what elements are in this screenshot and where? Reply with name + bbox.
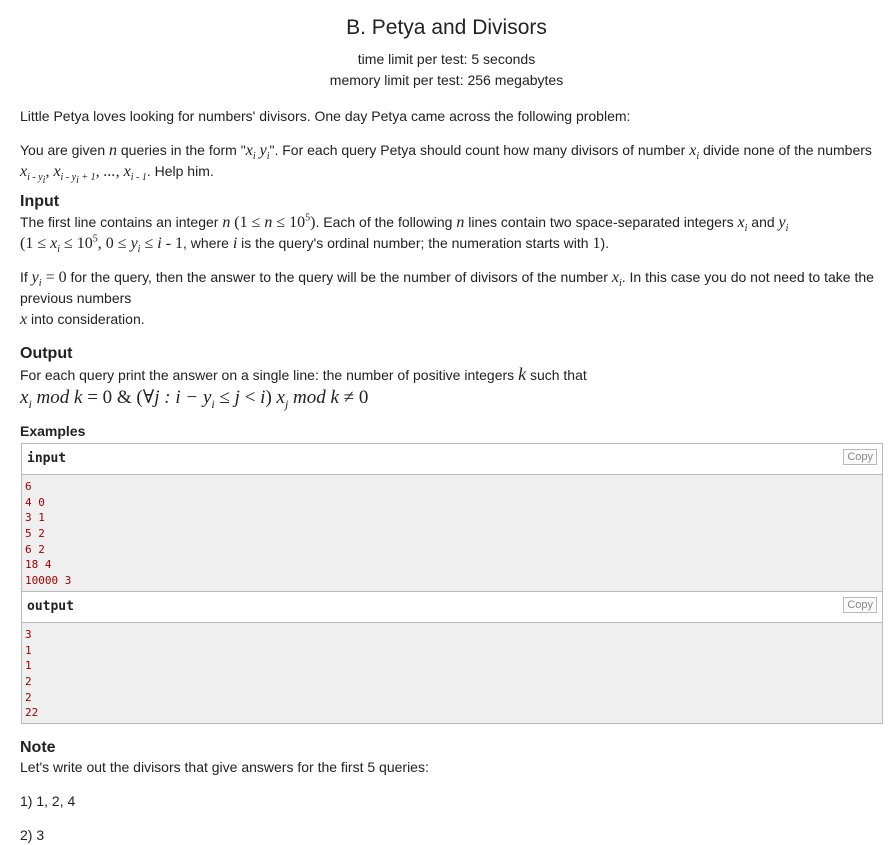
output-section-title: Output <box>20 345 73 362</box>
input-line: 18 4 <box>25 558 52 572</box>
sample-output-box <box>21 592 883 724</box>
problem-title: B. Petya and Divisors <box>346 16 547 39</box>
note-title: Note <box>20 738 56 756</box>
memory-limit: memory limit per test: 256 megabytes <box>329 72 564 88</box>
input-line: 5 2 <box>25 527 45 541</box>
copy-input-button[interactable]: Copy <box>843 449 877 465</box>
input-line: 3 1 <box>25 511 45 525</box>
statement-paragraph: You are given n queries in the form "$x_i$ $y_i$". For each query Petya should count how many divisors of number $x_i$ divide none of the numbers $x_{i - y_i}$, $x_{i - y_i + 1}$, ..., $x_{i - 1}$. Help him. <box>20 142 872 187</box>
sample-output-header <box>22 592 882 623</box>
output-line: 3 <box>25 627 32 641</box>
note-item: 1) 1, 2, 4 <box>20 792 76 809</box>
output-line: 22 <box>25 706 39 720</box>
statement-intro: Little Petya loves looking for numbers' divisors. One day Petya came across the following problem: <box>20 108 631 124</box>
note-item: 2) 3 <box>20 826 45 843</box>
input-description: The first line contains an integer n $(1 \le n \le 10^5)$. Each of the following n lines contain two space-separated integers $x_i$ and $y_i$ ($1 \le x_i \le 10^5$, $0 \le y_i \le i - 1$, where i is the query's ordinal number; the numeration starts with 1). <box>20 212 789 256</box>
sample-input-body <box>22 475 882 591</box>
sample-output-label: output <box>27 598 74 614</box>
output-line: 2 <box>25 690 32 704</box>
note-intro: Let's write out the divisors that give answers for the first 5 queries: <box>20 758 429 775</box>
examples-title: Examples <box>20 423 86 439</box>
sample-input-header <box>22 444 882 475</box>
output-line: 1 <box>25 659 32 673</box>
input-line: 4 0 <box>25 495 45 509</box>
input-line: 6 2 <box>25 542 45 556</box>
problem-header <box>0 0 893 89</box>
output-formula: $x_i$ mod k = 0 & (∀j : $i - y_i \le j < i$) $x_j$ mod k ≠ 0 <box>20 387 369 411</box>
sample-output-body <box>22 623 882 723</box>
sample-input-box <box>21 443 883 592</box>
output-description: For each query print the answer on a single line: the number of positive integers k such that <box>20 364 587 384</box>
input-line: 6 <box>25 480 32 493</box>
input-line: 10000 3 <box>25 574 72 588</box>
copy-output-button[interactable]: Copy <box>843 597 877 613</box>
sample-input-label: input <box>27 451 67 466</box>
input-section-title: Input <box>20 193 60 210</box>
problem-content <box>20 98 882 845</box>
output-line: 1 <box>25 643 32 657</box>
input-note: If $y_i = 0$ for the query, then the answer to the query will be the number of divisors of the number $x_i$. In this case you do not need to take the previous numbers x into consideration. <box>20 269 874 328</box>
time-limit: time limit per test: 5 seconds <box>357 51 536 67</box>
output-line: 2 <box>25 674 32 688</box>
